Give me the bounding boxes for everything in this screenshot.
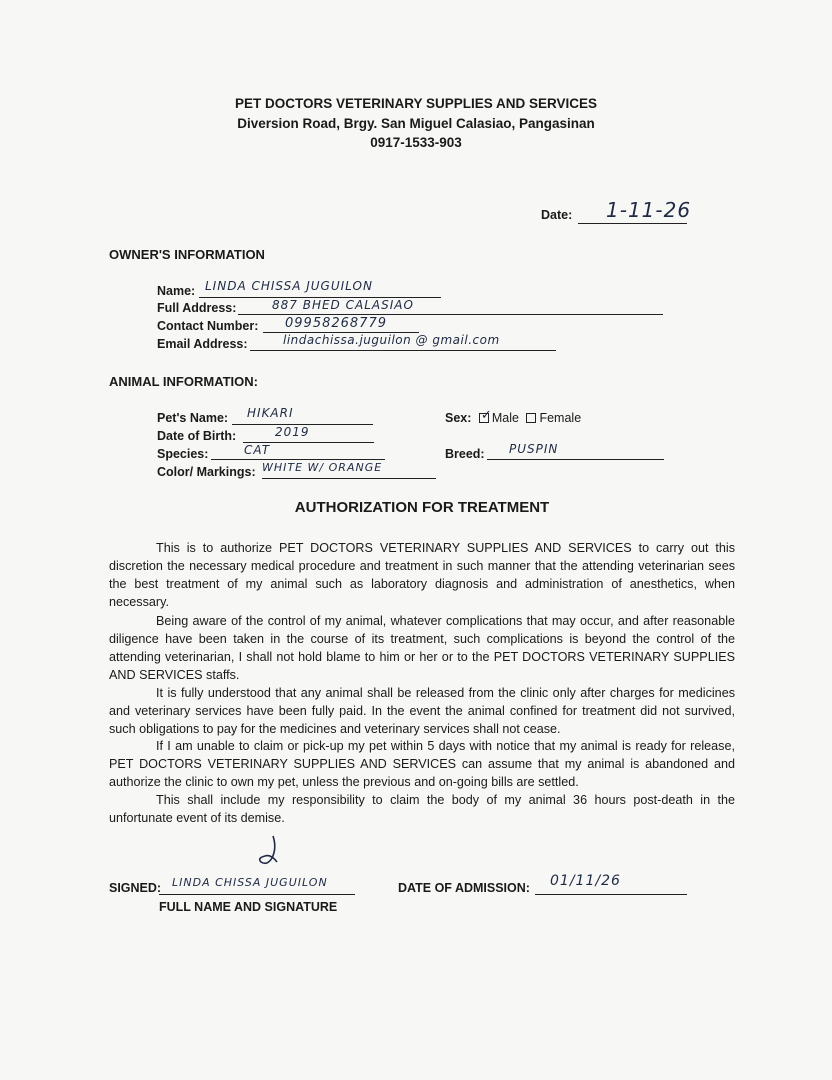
color-value[interactable]: WHITE W/ ORANGE — [262, 461, 383, 474]
species-value[interactable]: CAT — [244, 443, 271, 457]
contact-value[interactable]: 09958268779 — [285, 316, 387, 331]
email-line — [250, 350, 556, 351]
address-label: Full Address: — [157, 301, 237, 315]
paragraph-5: This shall include my responsibility to claim the body of my animal 36 hours post-death in the unfortunate event of its demise. — [109, 793, 735, 825]
color-label: Color/ Markings: — [157, 465, 256, 479]
female-option: Female — [539, 411, 582, 425]
date-line — [578, 223, 687, 224]
sex-label: Sex: — [445, 411, 472, 425]
dob-label: Date of Birth: — [157, 429, 237, 443]
species-line — [211, 459, 385, 460]
authorization-title: AUTHORIZATION FOR TREATMENT — [294, 499, 550, 516]
species-label: Species: — [157, 447, 209, 461]
paragraph-4: If I am unable to claim or pick-up my pet within 5 days with notice that my animal is ready for release, PET DOCTORS VETERINARY SUPPLIES AND SERVICES can assume that my animal is abandoned and authorize the clinic to own my pet, unless the previous and on-going bills are settled. — [109, 739, 735, 789]
signature-caption: FULL NAME AND SIGNATURE — [159, 900, 338, 914]
breed-line — [487, 459, 664, 460]
pet-name-value[interactable]: HIKARI — [247, 406, 294, 420]
company-phone: 0917-1533-903 — [370, 135, 462, 150]
address-value[interactable]: 887 BHED CALASIAO — [272, 298, 414, 312]
date-value[interactable]: 1-11-26 — [606, 198, 692, 222]
pet-name-label: Pet's Name: — [157, 411, 229, 425]
name-value[interactable]: LINDA CHISSA JUGUILON — [205, 279, 373, 293]
paragraph-3: It is fully understood that any animal shall be released from the clinic only after charges for medicines and veterinary services have been fully paid. In the event the animal confined for treatment did not survived, such obligations to pay for the medicines and veterinary services shall not cease. — [109, 686, 735, 736]
paragraph-2: Being aware of the control of my animal, whatever complications that may occur, and after reasonable diligence have been taken in the course of its treatment, such complications is beyond the control of the attending veterinarian, I shall not hold blame to him or her or to the PET DOCTORS VETERINARY SUPPLIES AND SERVICES staffs. — [109, 614, 735, 682]
company-name: PET DOCTORS VETERINARY SUPPLIES AND SERVICES — [234, 96, 598, 111]
breed-label: Breed: — [445, 447, 485, 461]
male-option: Male — [491, 411, 519, 425]
admission-value[interactable]: 01/11/26 — [550, 873, 621, 889]
admission-line — [535, 894, 687, 895]
dob-value[interactable]: 2019 — [275, 425, 310, 439]
date-label: Date: — [541, 208, 573, 222]
email-value[interactable]: lindachissa.juguilon @ gmail.com — [283, 333, 500, 347]
female-checkbox[interactable] — [526, 413, 536, 423]
email-label: Email Address: — [157, 337, 248, 351]
name-label: Name: — [157, 284, 196, 298]
sex-field — [445, 408, 582, 425]
animal-section-title: ANIMAL INFORMATION: — [109, 374, 258, 389]
signed-label: SIGNED: — [109, 881, 162, 895]
color-line — [262, 478, 436, 479]
breed-value[interactable]: PUSPIN — [509, 442, 559, 456]
owner-section-title: OWNER'S INFORMATION — [109, 247, 265, 262]
signature-line — [159, 894, 355, 895]
admission-label: DATE OF ADMISSION: — [398, 881, 530, 895]
address-line — [238, 314, 663, 315]
signature-scribble — [255, 832, 295, 872]
contact-label: Contact Number: — [157, 319, 259, 333]
check-mark-icon: ✓ — [480, 408, 492, 423]
company-address: Diversion Road, Brgy. San Miguel Calasiao, Pangasinan — [237, 116, 595, 131]
signed-value[interactable]: LINDA CHISSA JUGUILON — [172, 876, 328, 889]
paragraph-1: This is to authorize PET DOCTORS VETERINARY SUPPLIES AND SERVICES to carry out this discretion the necessary medical procedure and treatment in such manner that the attending veterinarian sees the best treatment of my animal such as laboratory diagnosis and administration of anesthetics, when necessary. — [109, 541, 735, 609]
male-checkbox[interactable] — [479, 408, 492, 423]
